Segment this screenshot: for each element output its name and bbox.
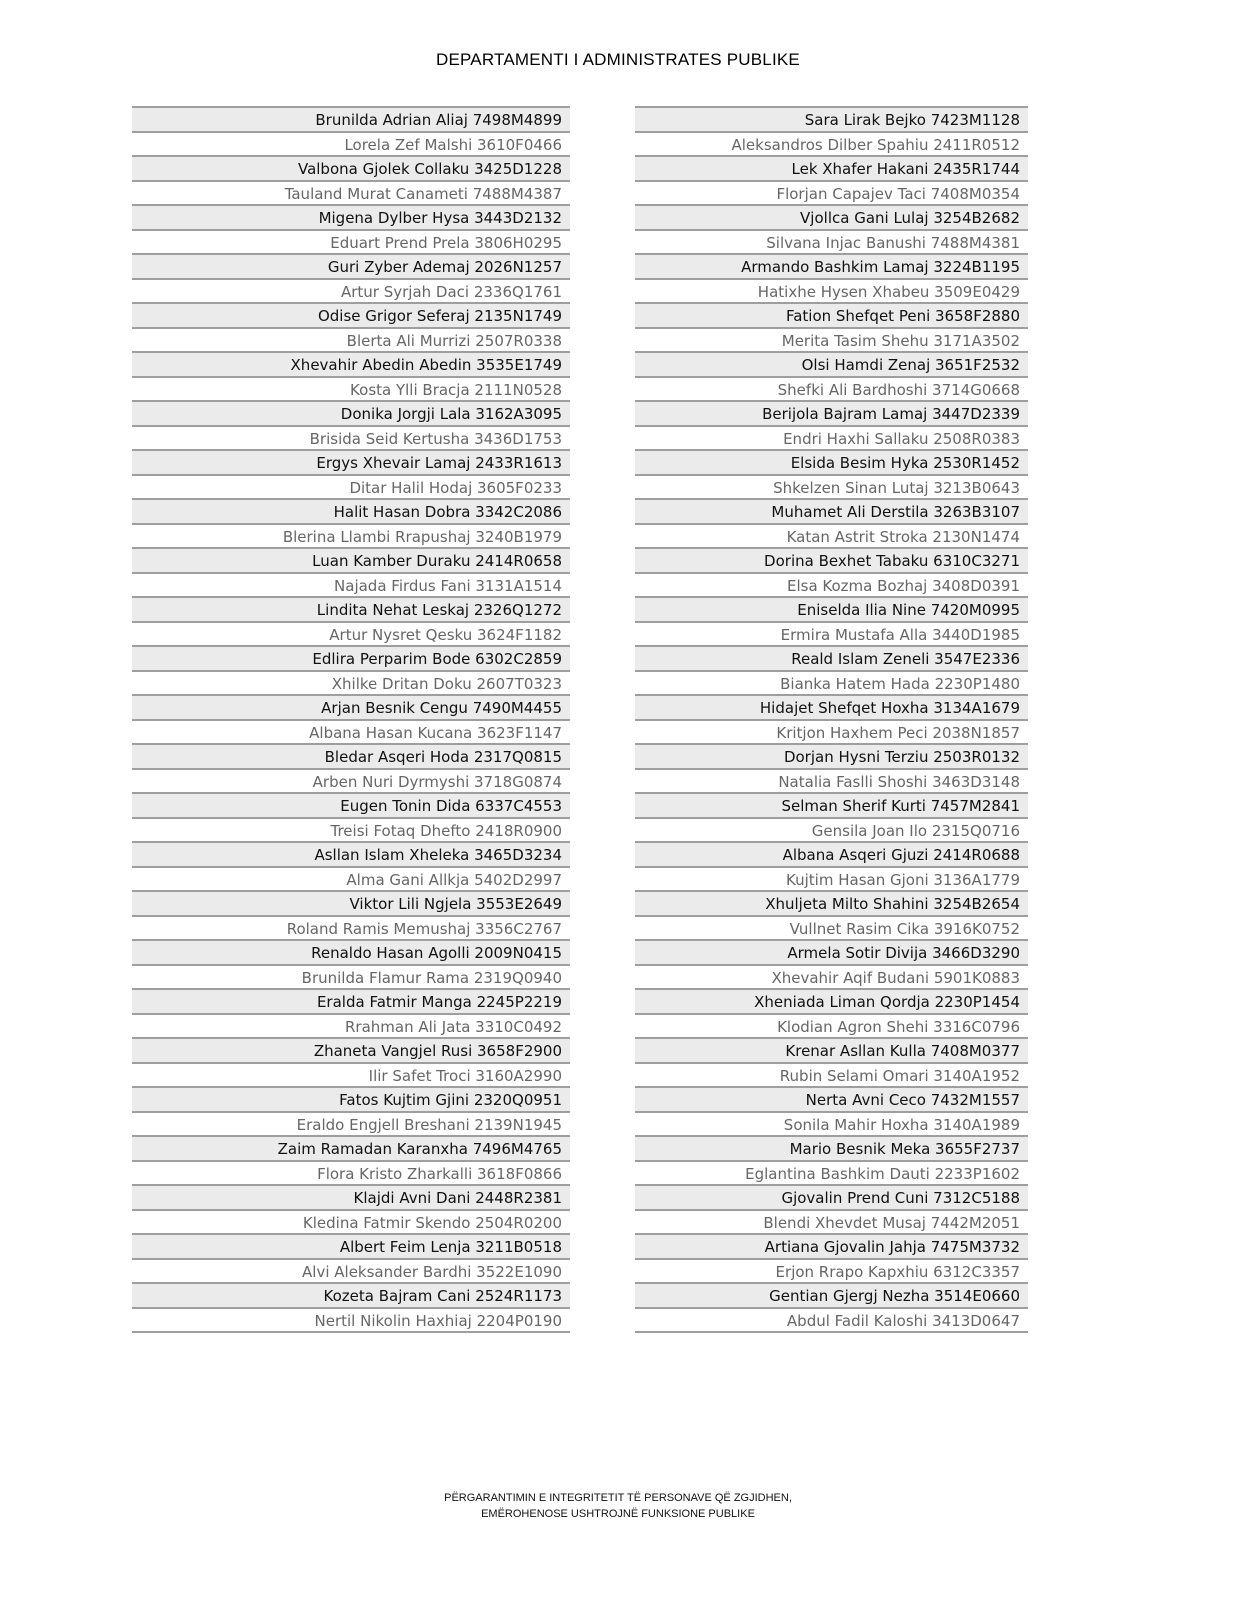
list-item: Kozeta Bajram Cani 2524R1173 (132, 1284, 570, 1309)
list-item: Odise Grigor Seferaj 2135N1749 (132, 304, 570, 329)
list-item: Alma Gani Allkja 5402D2997 (132, 868, 570, 893)
list-item: Armela Sotir Divija 3466D3290 (635, 941, 1028, 966)
list-item: Aleksandros Dilber Spahiu 2411R0512 (635, 133, 1028, 158)
list-item: Gensila Joan Ilo 2315Q0716 (635, 819, 1028, 844)
list-item: Merita Tasim Shehu 3171A3502 (635, 329, 1028, 354)
list-item: Rrahman Ali Jata 3310C0492 (132, 1015, 570, 1040)
list-item: Valbona Gjolek Collaku 3425D1228 (132, 157, 570, 182)
list-item: Fation Shefqet Peni 3658F2880 (635, 304, 1028, 329)
list-item: Endri Haxhi Sallaku 2508R0383 (635, 427, 1028, 452)
list-item: Kritjon Haxhem Peci 2038N1857 (635, 721, 1028, 746)
list-item: Katan Astrit Stroka 2130N1474 (635, 525, 1028, 550)
list-item: Abdul Fadil Kaloshi 3413D0647 (635, 1309, 1028, 1334)
list-item: Dorjan Hysni Terziu 2503R0132 (635, 745, 1028, 770)
list-item: Najada Firdus Fani 3131A1514 (132, 574, 570, 599)
list-item: Nertil Nikolin Haxhiaj 2204P0190 (132, 1309, 570, 1334)
list-item: Vullnet Rasim Cika 3916K0752 (635, 917, 1028, 942)
list-item: Ergys Xhevair Lamaj 2433R1613 (132, 451, 570, 476)
footer-line-2: EMËROHENOSE USHTROJNË FUNKSIONE PUBLIKE (481, 1508, 755, 1520)
list-item: Artur Nysret Qesku 3624F1182 (132, 623, 570, 648)
list-item: Dorina Bexhet Tabaku 6310C3271 (635, 549, 1028, 574)
right-name-list (635, 106, 1028, 1333)
list-item: Arjan Besnik Cengu 7490M4455 (132, 696, 570, 721)
list-item: Gjovalin Prend Cuni 7312C5188 (635, 1186, 1028, 1211)
list-item: Albana Hasan Kucana 3623F1147 (132, 721, 570, 746)
list-item: Donika Jorgji Lala 3162A3095 (132, 402, 570, 427)
list-item: Arben Nuri Dyrmyshi 3718G0874 (132, 770, 570, 795)
list-item: Alvi Aleksander Bardhi 3522E1090 (132, 1260, 570, 1285)
list-item: Shkelzen Sinan Lutaj 3213B0643 (635, 476, 1028, 501)
list-item: Eugen Tonin Dida 6337C4553 (132, 794, 570, 819)
list-item: Armando Bashkim Lamaj 3224B1195 (635, 255, 1028, 280)
list-item: Edlira Perparim Bode 6302C2859 (132, 647, 570, 672)
list-item: Viktor Lili Ngjela 3553E2649 (132, 892, 570, 917)
list-item: Klajdi Avni Dani 2448R2381 (132, 1186, 570, 1211)
list-item: Halit Hasan Dobra 3342C2086 (132, 500, 570, 525)
list-item: Kosta Ylli Bracja 2111N0528 (132, 378, 570, 403)
list-item: Shefki Ali Bardhoshi 3714G0668 (635, 378, 1028, 403)
list-item: Migena Dylber Hysa 3443D2132 (132, 206, 570, 231)
list-item: Eraldo Engjell Breshani 2139N1945 (132, 1113, 570, 1138)
list-item: Vjollca Gani Lulaj 3254B2682 (635, 206, 1028, 231)
list-item: Muhamet Ali Derstila 3263B3107 (635, 500, 1028, 525)
list-item: Rubin Selami Omari 3140A1952 (635, 1064, 1028, 1089)
list-item: Xhilke Dritan Doku 2607T0323 (132, 672, 570, 697)
list-item: Olsi Hamdi Zenaj 3651F2532 (635, 353, 1028, 378)
list-item: Lorela Zef Malshi 3610F0466 (132, 133, 570, 158)
list-item: Guri Zyber Ademaj 2026N1257 (132, 255, 570, 280)
list-item: Eglantina Bashkim Dauti 2233P1602 (635, 1162, 1028, 1187)
list-item: Brisida Seid Kertusha 3436D1753 (132, 427, 570, 452)
list-item: Asllan Islam Xheleka 3465D3234 (132, 843, 570, 868)
list-item: Krenar Asllan Kulla 7408M0377 (635, 1039, 1028, 1064)
list-item: Blendi Xhevdet Musaj 7442M2051 (635, 1211, 1028, 1236)
list-item: Lindita Nehat Leskaj 2326Q1272 (132, 598, 570, 623)
list-item: Klodian Agron Shehi 3316C0796 (635, 1015, 1028, 1040)
list-item: Erjon Rrapo Kapxhiu 6312C3357 (635, 1260, 1028, 1285)
list-item: Reald Islam Zeneli 3547E2336 (635, 647, 1028, 672)
list-item: Gentian Gjergj Nezha 3514E0660 (635, 1284, 1028, 1309)
list-item: Mario Besnik Meka 3655F2737 (635, 1137, 1028, 1162)
list-item: Ditar Halil Hodaj 3605F0233 (132, 476, 570, 501)
list-item: Eduart Prend Prela 3806H0295 (132, 231, 570, 256)
list-item: Blerina Llambi Rrapushaj 3240B1979 (132, 525, 570, 550)
list-item: Artiana Gjovalin Jahja 7475M3732 (635, 1235, 1028, 1260)
list-item: Artur Syrjah Daci 2336Q1761 (132, 280, 570, 305)
list-item: Xhuljeta Milto Shahini 3254B2654 (635, 892, 1028, 917)
list-item: Florjan Capajev Taci 7408M0354 (635, 182, 1028, 207)
list-item: Kujtim Hasan Gjoni 3136A1779 (635, 868, 1028, 893)
left-name-list (132, 106, 570, 1333)
list-item: Xheniada Liman Qordja 2230P1454 (635, 990, 1028, 1015)
list-item: Elsida Besim Hyka 2530R1452 (635, 451, 1028, 476)
list-item: Xhevahir Abedin Abedin 3535E1749 (132, 353, 570, 378)
list-item: Albert Feim Lenja 3211B0518 (132, 1235, 570, 1260)
footer-line-1: PËRGARANTIMIN E INTEGRITETIT TË PERSONAVE QË ZGJIDHEN, (444, 1492, 792, 1504)
list-item: Xhevahir Aqif Budani 5901K0883 (635, 966, 1028, 991)
list-item: Hatixhe Hysen Xhabeu 3509E0429 (635, 280, 1028, 305)
list-item: Ermira Mustafa Alla 3440D1985 (635, 623, 1028, 648)
list-item: Brunilda Adrian Aliaj 7498M4899 (132, 108, 570, 133)
list-item: Treisi Fotaq Dhefto 2418R0900 (132, 819, 570, 844)
list-item: Natalia Faslli Shoshi 3463D3148 (635, 770, 1028, 795)
list-item: Zaim Ramadan Karanxha 7496M4765 (132, 1137, 570, 1162)
list-item: Bledar Asqeri Hoda 2317Q0815 (132, 745, 570, 770)
list-item: Elsa Kozma Bozhaj 3408D0391 (635, 574, 1028, 599)
list-item: Bianka Hatem Hada 2230P1480 (635, 672, 1028, 697)
list-item: Hidajet Shefqet Hoxha 3134A1679 (635, 696, 1028, 721)
list-item: Selman Sherif Kurti 7457M2841 (635, 794, 1028, 819)
list-item: Luan Kamber Duraku 2414R0658 (132, 549, 570, 574)
list-item: Roland Ramis Memushaj 3356C2767 (132, 917, 570, 942)
list-item: Tauland Murat Canameti 7488M4387 (132, 182, 570, 207)
footer (0, 1490, 1236, 1522)
list-item: Eralda Fatmir Manga 2245P2219 (132, 990, 570, 1015)
list-item: Lek Xhafer Hakani 2435R1744 (635, 157, 1028, 182)
list-item: Nerta Avni Ceco 7432M1557 (635, 1088, 1028, 1113)
list-item: Berijola Bajram Lamaj 3447D2339 (635, 402, 1028, 427)
list-item: Ilir Safet Troci 3160A2990 (132, 1064, 570, 1089)
list-item: Brunilda Flamur Rama 2319Q0940 (132, 966, 570, 991)
list-item: Renaldo Hasan Agolli 2009N0415 (132, 941, 570, 966)
list-item: Sara Lirak Bejko 7423M1128 (635, 108, 1028, 133)
list-item: Fatos Kujtim Gjini 2320Q0951 (132, 1088, 570, 1113)
list-item: Eniselda Ilia Nine 7420M0995 (635, 598, 1028, 623)
list-item: Sonila Mahir Hoxha 3140A1989 (635, 1113, 1028, 1138)
list-item: Kledina Fatmir Skendo 2504R0200 (132, 1211, 570, 1236)
list-item: Blerta Ali Murrizi 2507R0338 (132, 329, 570, 354)
list-item: Flora Kristo Zharkalli 3618F0866 (132, 1162, 570, 1187)
list-item: Albana Asqeri Gjuzi 2414R0688 (635, 843, 1028, 868)
list-item: Zhaneta Vangjel Rusi 3658F2900 (132, 1039, 570, 1064)
list-item: Silvana Injac Banushi 7488M4381 (635, 231, 1028, 256)
page-title: DEPARTAMENTI I ADMINISTRATES PUBLIKE (436, 50, 800, 69)
